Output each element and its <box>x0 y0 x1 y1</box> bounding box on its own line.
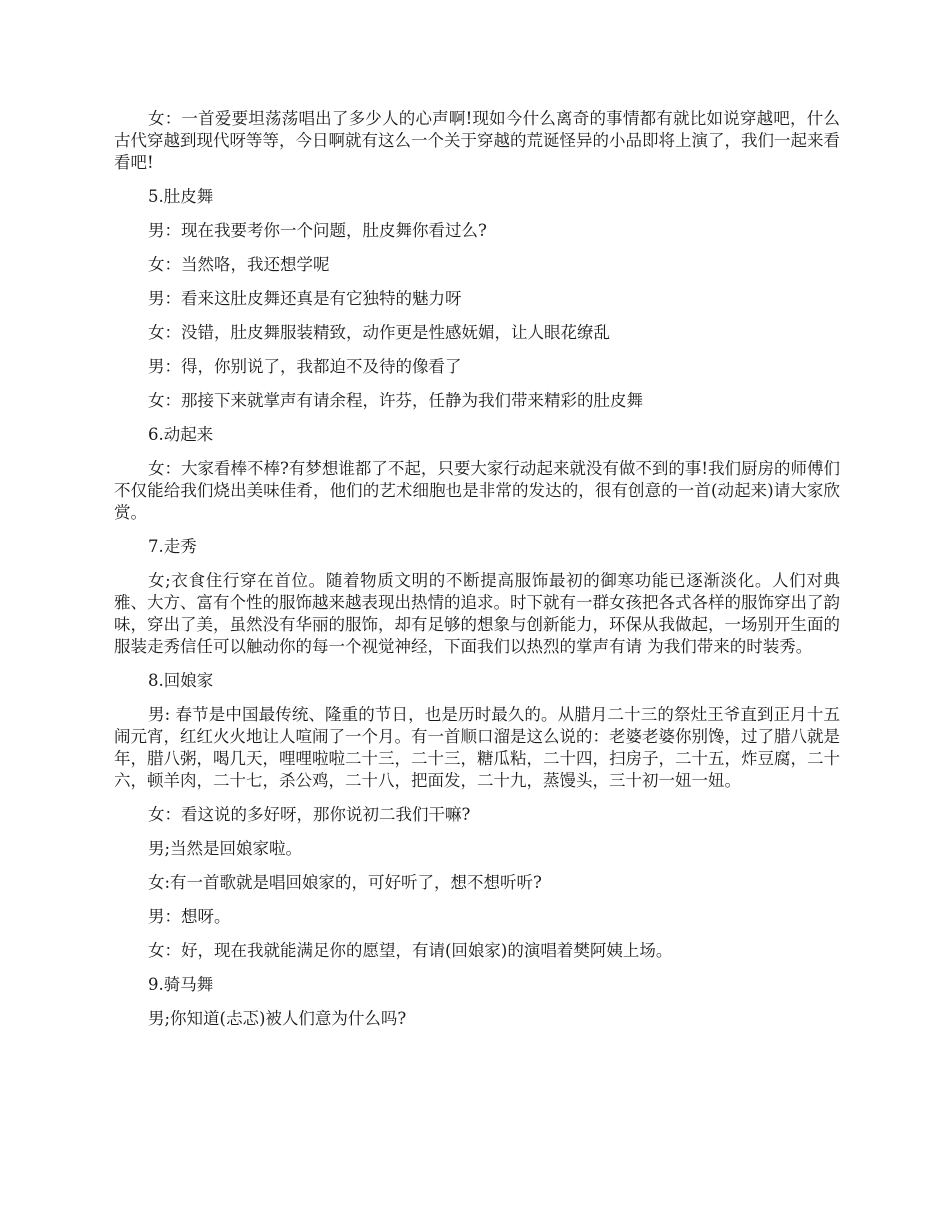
dialogue-line: 女：没错，肚皮舞服装精致，动作更是性感妩媚，让人眼花缭乱 <box>148 323 610 342</box>
dialogue-line: 男：看来这肚皮舞还真是有它独特的魅力呀 <box>148 289 462 308</box>
dialogue-line: 男：现在我要考你一个问题，肚皮舞你看过么? <box>148 221 487 240</box>
section-heading-catwalk: 7.走秀 <box>148 537 197 556</box>
dialogue-line: 女：当然咯，我还想学呢 <box>148 255 330 274</box>
dialogue-line: 女：大家看棒不棒?有梦想谁都了不起，只要大家行动起来就没有做不到的事!我们厨房的师傅们不仅能给我们烧出美味佳肴，他们的艺术细胞也是非常的发达的，很有创意的一首(动起来)请大家欣赏。 <box>114 459 840 522</box>
dialogue-line: 男;你知道(忐忑)被人们意为什么吗? <box>148 1009 407 1028</box>
dialogue-line: 男：得，你别说了，我都迫不及待的像看了 <box>148 357 462 376</box>
dialogue-line: 女：看这说的多好呀，那你说初二我们干嘛? <box>148 805 471 824</box>
dialogue-line: 女;衣食住行穿在首位。随着物质文明的不断提高服饰最初的御寒功能已逐渐淡化。人们对典雅、大方、富有个性的服饰越来越表现出热情的追求。时下就有一群女孩把各式各样的服饰穿出了韵味，穿出了美，虽然没有华丽的服饰，却有足够的想象与创新能力，环保从我做起，一场别开生面的服装走秀信任可以触动你的每一个视觉神经，下面我们以热烈的掌声有请 为我们带来的时装秀。 <box>114 571 840 656</box>
dialogue-line: 男: 春节是中国最传统、隆重的节日，也是历时最久的。从腊月二十三的祭灶王爷直到正月十五闹元宵，红红火火地让人喧闹了一个月。有一首顺口溜是这么说的：老婆老婆你别馋，过了腊八就是年，腊八粥，喝几天，哩哩啦啦二十三，二十三，糖瓜粘，二十四，扫房子，二十五，炸豆腐，二十六，顿羊肉，二十七，杀公鸡，二十八，把面发，二十九，蒸馒头，三十初一妞一妞。 <box>114 705 840 790</box>
paragraph-intro: 女：一首爱要坦荡荡唱出了多少人的心声啊!现如今什么离奇的事情都有就比如说穿越吧，什么古代穿越到现代呀等等，今日啊就有这么一个关于穿越的荒诞怪异的小品即将上演了，我们一起来看看吧! <box>114 109 840 172</box>
section-heading-belly-dance: 5.肚皮舞 <box>148 187 214 206</box>
dialogue-line: 男;当然是回娘家啦。 <box>148 839 303 858</box>
dialogue-line: 男：想呀。 <box>148 907 231 926</box>
section-heading-move: 6.动起来 <box>148 425 214 444</box>
dialogue-line: 女：那接下来就掌声有请余程，许芬，任静为我们带来精彩的肚皮舞 <box>148 391 643 410</box>
dialogue-line: 女:有一首歌就是唱回娘家的，可好听了，想不想听听? <box>148 873 542 892</box>
document-page <box>114 108 840 1042</box>
dialogue-line: 女：好，现在我就能满足你的愿望，有请(回娘家)的演唱着樊阿姨上场。 <box>148 941 673 960</box>
section-heading-horse-dance: 9.骑马舞 <box>148 975 214 994</box>
section-heading-return-home: 8.回娘家 <box>148 671 214 690</box>
